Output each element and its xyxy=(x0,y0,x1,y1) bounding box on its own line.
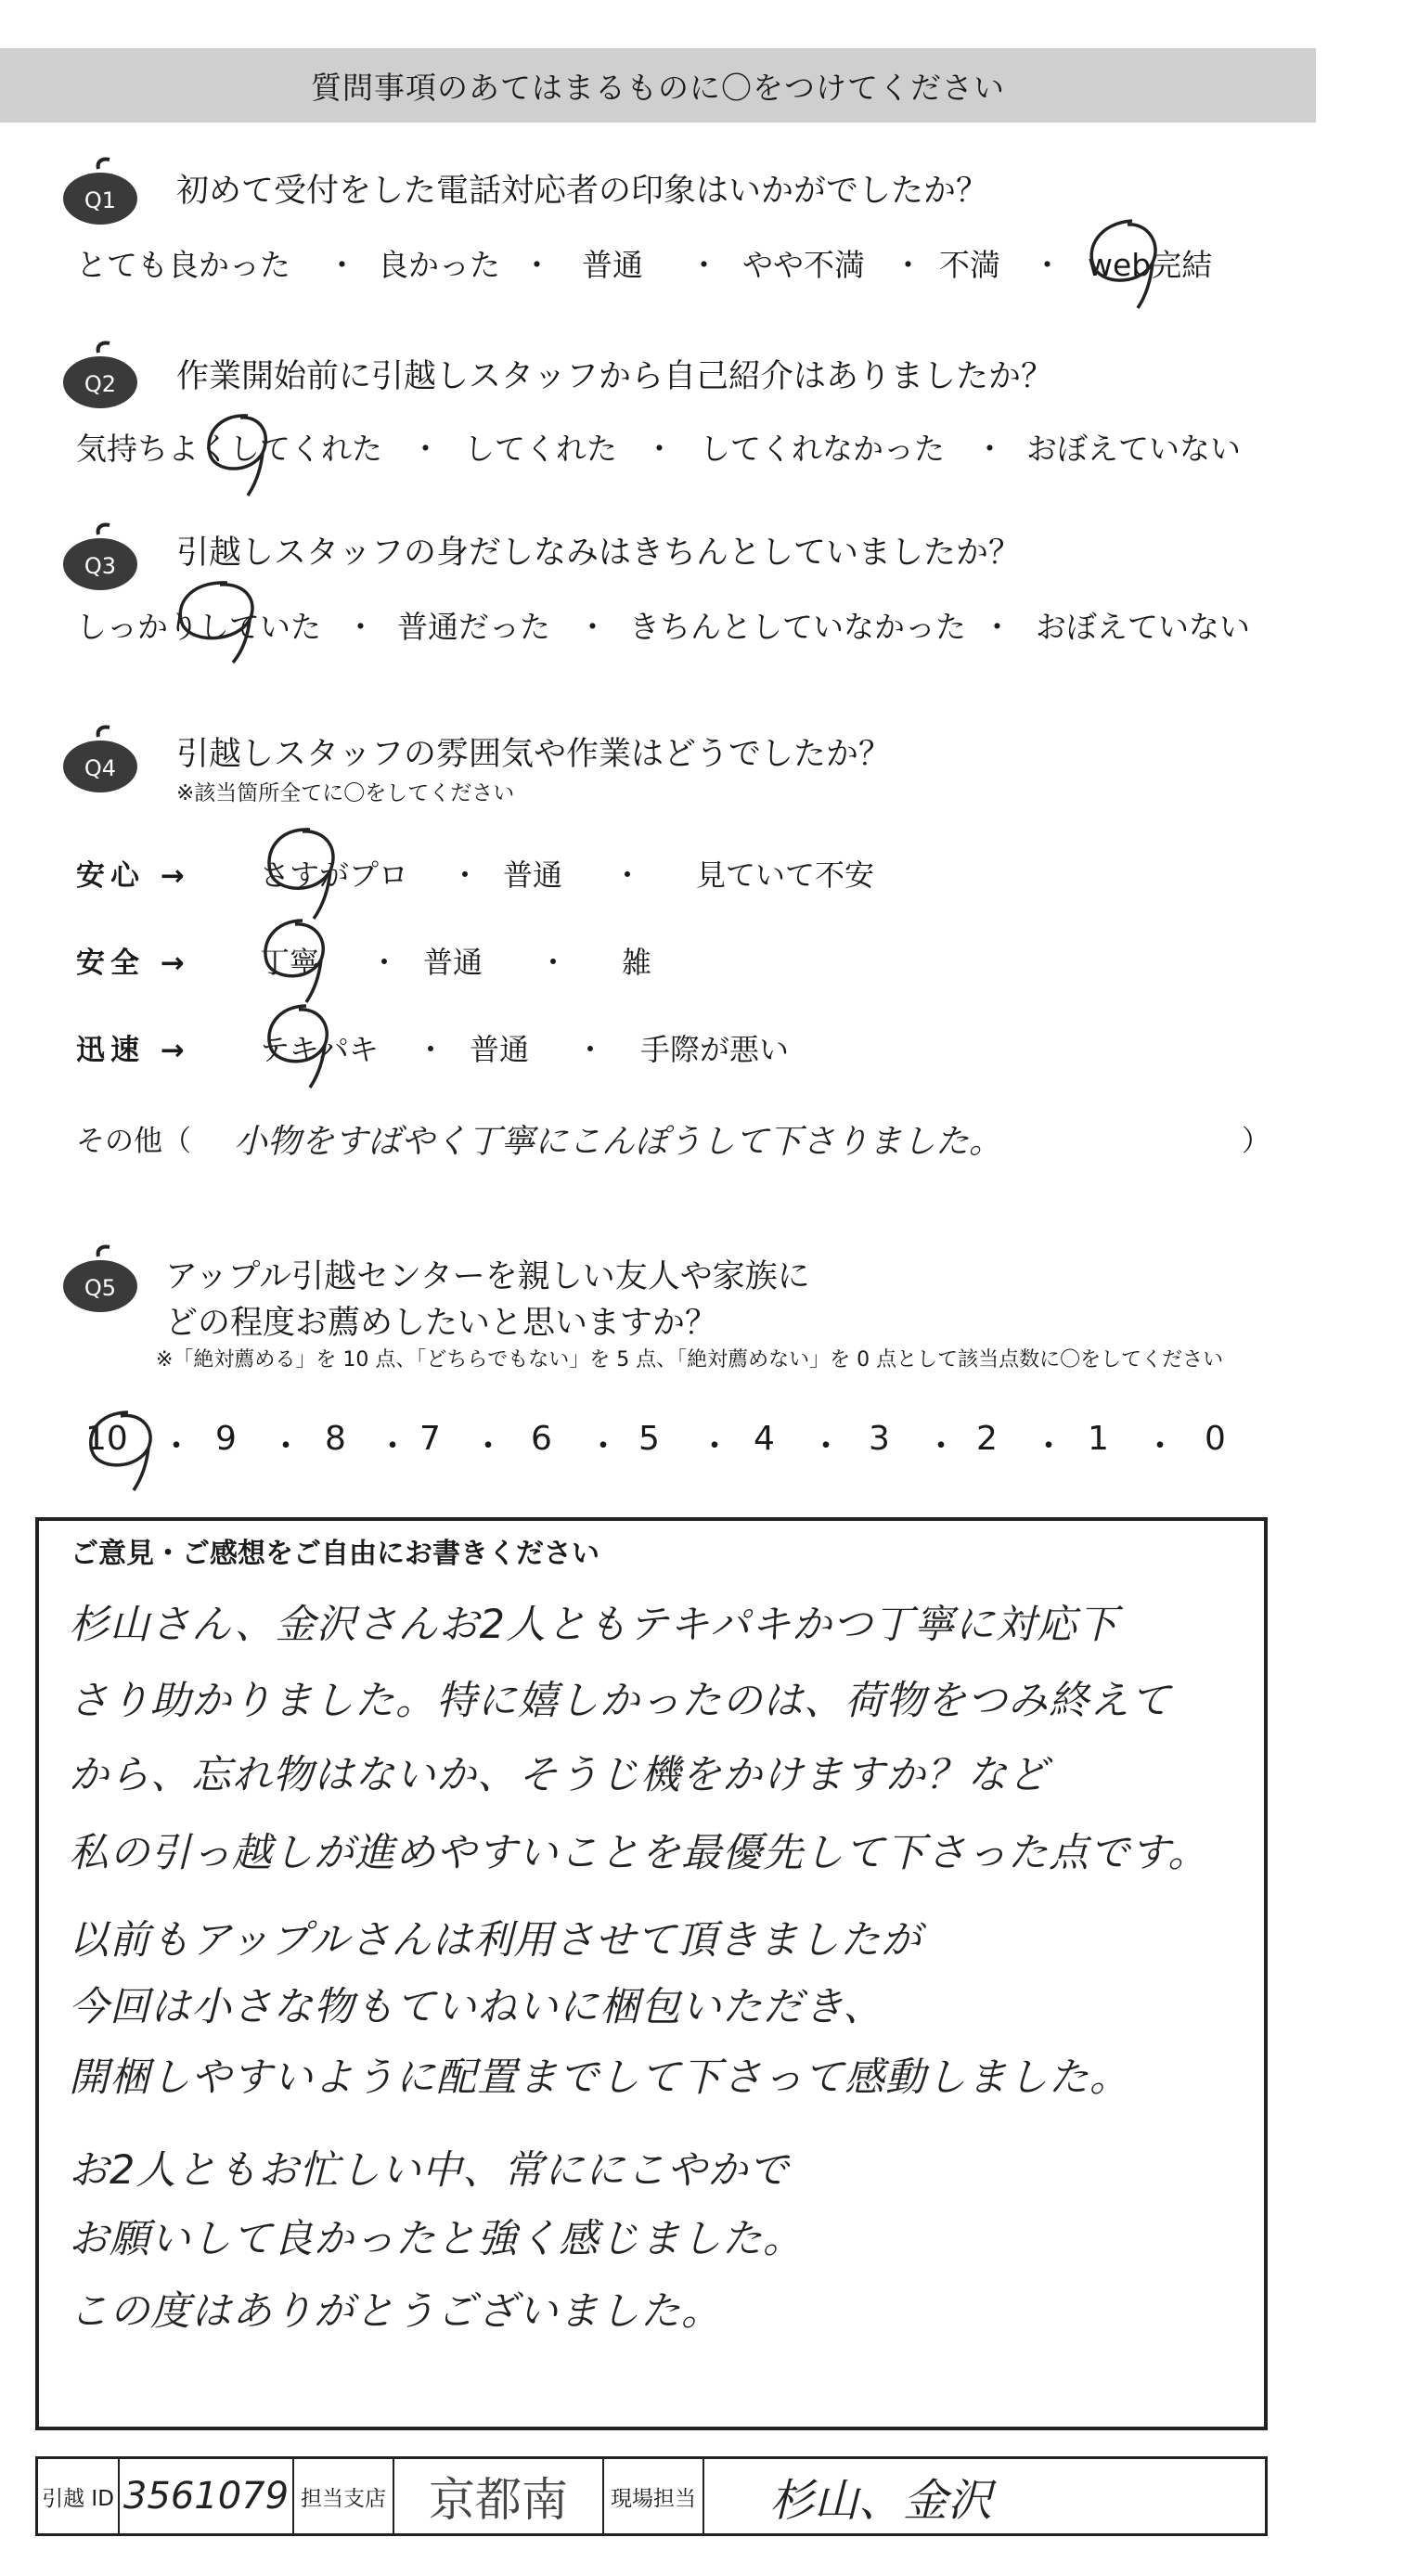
row-label: 迅速 xyxy=(76,1034,145,1067)
separator-dot: ・ xyxy=(577,609,608,645)
footer-branch-value-cell xyxy=(394,2459,604,2533)
separator-dot: ・ xyxy=(369,945,400,980)
q3-question: 引越しスタッフの身だしなみはきちんとしていましたか？ xyxy=(176,535,1022,572)
separator-dot: ・ xyxy=(376,1427,410,1465)
footer-info xyxy=(35,2456,1268,2536)
footer-id-label-cell xyxy=(38,2459,120,2533)
separator-dot: ・ xyxy=(924,1427,959,1465)
separator-dot: ・ xyxy=(612,857,643,893)
q4-other-label: その他（ xyxy=(76,1125,191,1158)
q1-question: 初めて受付をした電話対応者の印象はいかがでしたか？ xyxy=(176,173,989,210)
scale-option[interactable]: 4 xyxy=(754,1420,775,1458)
comment-line: 杉山さん、金沢さんお2人ともテキパキかつ丁寧に対応下 xyxy=(69,1602,1118,1648)
separator-dot: ・ xyxy=(982,609,1012,645)
separator-dot: ・ xyxy=(586,1427,621,1465)
form-header xyxy=(0,48,1316,122)
q1-badge-label: Q1 xyxy=(84,187,117,213)
q4-option[interactable]: 普通 xyxy=(503,857,563,893)
separator-dot: ・ xyxy=(1143,1427,1178,1465)
move-id-label: 引越 ID xyxy=(42,2486,114,2511)
q5-question-line1: アップル引越センターを親しい友人や家族に xyxy=(165,1258,810,1295)
q4-row-label-anshin xyxy=(76,852,190,894)
separator-dot: ・ xyxy=(410,431,441,467)
separator-dot: ・ xyxy=(327,247,357,283)
move-id-value: 3561079 xyxy=(122,2475,290,2518)
scale-option[interactable]: 0 xyxy=(1205,1420,1226,1458)
comment-line: 今回は小さな物もていねいに梱包いただき、 xyxy=(69,1984,884,2030)
q3-option[interactable]: きちんとしていなかった xyxy=(629,609,966,645)
q2-option-selected[interactable]: 気持ちよくしてくれた xyxy=(76,431,382,467)
q3-option[interactable]: おぼえていない xyxy=(1036,609,1250,645)
apple-badge-icon xyxy=(58,522,143,594)
row-label: 安心 xyxy=(76,859,145,893)
q4-option[interactable]: 手際が悪い xyxy=(640,1032,790,1067)
scale-option[interactable]: 8 xyxy=(325,1420,346,1458)
q1-option[interactable]: 普通 xyxy=(582,247,643,283)
hand-drawn-circle-icon xyxy=(190,399,292,501)
scale-option[interactable]: 2 xyxy=(976,1420,998,1458)
footer-staff-value-cell xyxy=(704,2459,1265,2533)
separator-dot: ・ xyxy=(698,1427,732,1465)
scale-option[interactable]: 5 xyxy=(638,1420,660,1458)
comment-line: お願いして良かったと強く感じました。 xyxy=(69,2216,804,2262)
q2-option[interactable]: してくれた xyxy=(464,431,617,467)
separator-dot: ・ xyxy=(689,247,719,283)
scale-option[interactable]: 1 xyxy=(1088,1420,1109,1458)
q4-other-close: ） xyxy=(1242,1125,1270,1158)
staff-label: 現場担当 xyxy=(611,2486,696,2511)
scale-option[interactable]: 7 xyxy=(419,1420,441,1458)
comment-line: お2人ともお忙しい中、常ににこやかで xyxy=(69,2147,790,2194)
hand-drawn-circle-icon xyxy=(162,568,283,670)
comment-title: ご意見・ご感想をご自由にお書きください xyxy=(71,1538,599,1570)
separator-dot: ・ xyxy=(450,857,481,893)
q1-option[interactable]: 不満 xyxy=(939,247,1000,283)
q2-badge-label: Q2 xyxy=(84,371,117,397)
separator-dot: ・ xyxy=(893,247,923,283)
separator-dot: ・ xyxy=(345,609,376,645)
staff-value: 杉山、金沢 xyxy=(769,2474,993,2527)
comment-line: 私の引っ越しが進めやすいことを最優先して下さった点です。 xyxy=(69,1830,1209,1876)
scale-option[interactable]: 9 xyxy=(215,1420,237,1458)
comment-line: さり助かりました。特に嬉しかったのは、荷物をつみ終えて xyxy=(69,1678,1171,1724)
q4-option-selected[interactable]: 丁寧 xyxy=(260,945,320,980)
q1-option-selected[interactable]: web完結 xyxy=(1088,247,1213,283)
q1-option[interactable]: やや不満 xyxy=(742,247,865,283)
comment-line: この度はありがとうございました。 xyxy=(69,2288,722,2335)
apple-badge-icon xyxy=(58,156,143,228)
separator-dot: ・ xyxy=(1032,247,1063,283)
comment-line: 以前もアップルさんは利用させて頂きましたが xyxy=(69,1917,922,1964)
q3-option[interactable]: 普通だった xyxy=(397,609,550,645)
comment-line: から、忘れ物はないか、そうじ機をかけますか？など xyxy=(69,1752,1049,1798)
footer-staff-label-cell xyxy=(604,2459,704,2533)
separator-dot: ・ xyxy=(974,431,1005,467)
row-label: 安全 xyxy=(76,947,145,980)
q4-badge-label: Q4 xyxy=(84,755,117,781)
apple-badge-icon xyxy=(58,1243,143,1316)
q4-option-selected[interactable]: さすがプロ xyxy=(260,857,409,893)
q5-question-line2: どの程度お薦めしたいと思いますか？ xyxy=(165,1305,718,1342)
q4-question: 引越しスタッフの雰囲気や作業はどうでしたか？ xyxy=(176,736,892,773)
apple-badge-icon xyxy=(58,724,143,796)
q4-row-label-anzen xyxy=(76,939,190,981)
hand-drawn-circle-icon xyxy=(1076,212,1179,314)
separator-dot: ・ xyxy=(575,1032,606,1067)
q3-option-selected[interactable]: しっかりしていた xyxy=(76,609,321,645)
separator-dot: ・ xyxy=(644,431,675,467)
q2-question: 作業開始前に引越しスタッフから自己紹介はありましたか？ xyxy=(176,358,1054,395)
form-title: 質問事項のあてはまるものに〇をつけてください xyxy=(311,69,1005,106)
q4-row-label-jinsoku xyxy=(76,1026,190,1068)
scale-option-selected[interactable]: 10 xyxy=(85,1420,128,1458)
q4-option[interactable]: 普通 xyxy=(470,1032,530,1067)
separator-dot: ・ xyxy=(416,1032,446,1067)
q4-note: ※該当箇所全てに〇をしてください xyxy=(176,781,515,805)
separator-dot: ・ xyxy=(538,945,569,980)
separator-dot: ・ xyxy=(160,1427,194,1465)
q5-badge-label: Q5 xyxy=(84,1275,117,1301)
arrow-icon: → xyxy=(160,947,190,980)
q4-option[interactable]: 普通 xyxy=(423,945,483,980)
q2-option[interactable]: してくれなかった xyxy=(700,431,945,467)
comment-box[interactable] xyxy=(35,1517,1268,2430)
q5-note: ※「絶対薦める」を 10 点、「どちらでもない」を 5 点、「絶対薦めない」を 0 点として該当点数に〇をしてください xyxy=(156,1348,1224,1372)
q4-option[interactable]: 見ていて不安 xyxy=(696,857,875,893)
comment-line: 開梱しやすいように配置までして下さって感動しました。 xyxy=(69,2054,1130,2101)
q2-option[interactable]: おぼえていない xyxy=(1026,431,1241,467)
q4-option[interactable]: 雑 xyxy=(622,945,652,980)
q1-option[interactable]: とても良かった xyxy=(76,247,290,283)
scale-option[interactable]: 3 xyxy=(869,1420,890,1458)
separator-dot: ・ xyxy=(471,1427,506,1465)
separator-dot: ・ xyxy=(522,247,552,283)
separator-dot: ・ xyxy=(809,1427,844,1465)
branch-label: 担当支店 xyxy=(301,2486,386,2511)
hand-drawn-circle-icon xyxy=(252,995,354,1097)
apple-badge-icon xyxy=(58,340,143,412)
scale-option[interactable]: 6 xyxy=(531,1420,552,1458)
separator-dot: ・ xyxy=(1032,1427,1066,1465)
separator-dot: ・ xyxy=(269,1427,303,1465)
arrow-icon: → xyxy=(160,859,190,893)
hand-drawn-circle-icon xyxy=(74,1399,176,1501)
footer-branch-label-cell xyxy=(294,2459,394,2533)
footer-id-value-cell xyxy=(120,2459,294,2533)
q3-badge-label: Q3 xyxy=(84,553,117,579)
arrow-icon: → xyxy=(160,1034,190,1067)
branch-value: 京都南 xyxy=(429,2473,568,2527)
q1-option[interactable]: 良かった xyxy=(378,247,500,283)
q4-other-text[interactable]: 小物をすばやく丁寧にこんぽうして下さりました。 xyxy=(234,1123,1003,1161)
q4-option-selected[interactable]: テキパキ xyxy=(260,1032,380,1067)
